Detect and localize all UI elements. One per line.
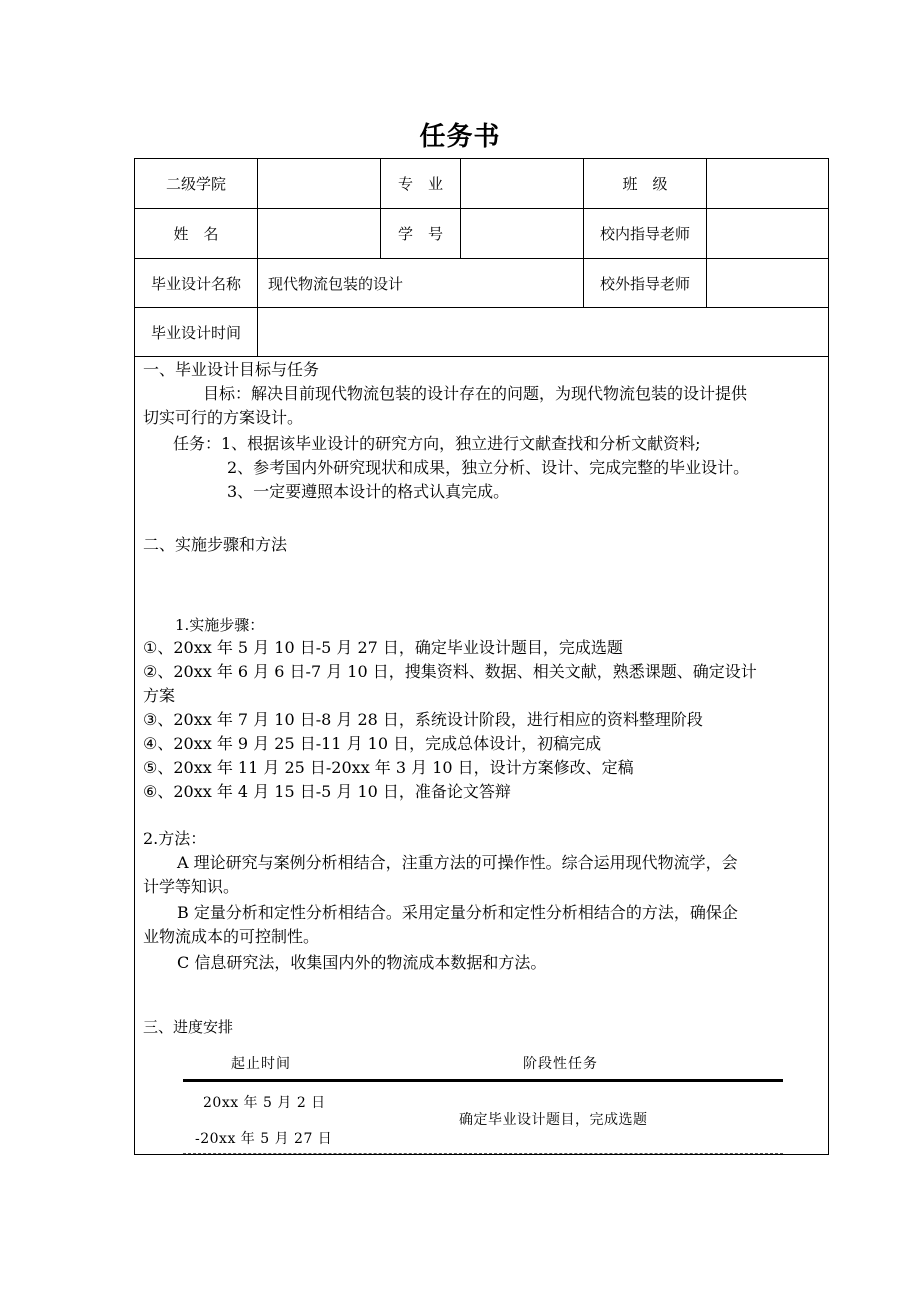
schedule-header-rule [183, 1079, 783, 1082]
section1-heading: 一、毕业设计目标与任务 [143, 360, 320, 379]
document-title: 任务书 [419, 122, 501, 152]
step-item: ⑥、20xx 年 4 月 15 日-5 月 10 日，准备论文答辩 [143, 782, 511, 801]
college-label: 二级学院 [135, 159, 258, 208]
method-b-line-1: B 定量分析和定性分析相结合。采用定量分析和定性分析相结合的方法，确保企 [177, 903, 738, 922]
step-item: 方案 [143, 686, 176, 705]
class-label: 班 级 [584, 159, 707, 208]
info-row-3 [135, 259, 828, 308]
internal-advisor-value[interactable] [707, 209, 828, 258]
section2-heading: 二、实施步骤和方法 [143, 535, 288, 554]
schedule-row-task: 确定毕业设计题目，完成选题 [459, 1112, 648, 1128]
task-line-1: 任务：1、根据该毕业设计的研究方向，独立进行文献查找和分析文献资料; [173, 434, 701, 453]
task-line-3: 3、一定要遵照本设计的格式认真完成。 [227, 482, 510, 501]
major-label: 专 业 [381, 159, 461, 208]
project-name-value[interactable]: 现代物流包装的设计 [258, 259, 584, 307]
external-advisor-label: 校外指导老师 [584, 259, 707, 307]
info-row-4 [135, 308, 828, 357]
method-c: C 信息研究法，收集国内外的物流成本数据和方法。 [177, 953, 547, 972]
external-advisor-value[interactable] [707, 259, 828, 307]
task-line-2: 2、参考国内外研究现状和成果，独立分析、设计、完成完整的毕业设计。 [227, 458, 750, 477]
major-value[interactable] [461, 159, 584, 208]
section3-heading: 三、进度安排 [143, 1018, 234, 1036]
goal-line-1: 目标：解决目前现代物流包装的设计存在的问题，为现代物流包装的设计提供 [203, 384, 748, 403]
schedule-row-divider [183, 1153, 783, 1154]
time-label: 毕业设计时间 [135, 308, 258, 356]
step-item: ⑤、20xx 年 11 月 25 日-20xx 年 3 月 10 日，设计方案修改、定稿 [143, 758, 634, 777]
college-value[interactable] [258, 159, 381, 208]
info-row-1 [135, 159, 828, 209]
method-b-line-2: 业物流成本的可控制性。 [143, 927, 320, 946]
time-value[interactable] [258, 308, 828, 356]
schedule-row-end: -20xx 年 5 月 27 日 [195, 1131, 333, 1147]
method-a-line-1: A 理论研究与案例分析相结合，注重方法的可操作性。综合运用现代物流学，会 [177, 853, 738, 872]
steps-label: 1.实施步骤： [175, 616, 265, 634]
name-label: 姓 名 [135, 209, 258, 258]
goal-line-2: 切实可行的方案设计。 [143, 408, 304, 427]
schedule-row-start: 20xx 年 5 月 2 日 [203, 1095, 326, 1111]
methods-label: 2.方法： [143, 829, 207, 848]
name-value[interactable] [258, 209, 381, 258]
student-id-value[interactable] [461, 209, 584, 258]
internal-advisor-label: 校内指导老师 [584, 209, 707, 258]
step-item: ④、20xx 年 9 月 25 日-11 月 10 日，完成总体设计，初稿完成 [143, 734, 602, 753]
schedule-col-task: 阶段性任务 [523, 1056, 598, 1072]
info-row-2 [135, 209, 828, 259]
task-form [134, 158, 829, 1155]
schedule-col-time: 起止时间 [231, 1056, 291, 1072]
project-name-label: 毕业设计名称 [135, 259, 258, 307]
method-a-line-2: 计学等知识。 [143, 877, 240, 896]
class-value[interactable] [707, 159, 828, 208]
step-item: ①、20xx 年 5 月 10 日-5 月 27 日，确定毕业设计题目，完成选题 [143, 638, 623, 657]
step-item: ③、20xx 年 7 月 10 日-8 月 28 日，系统设计阶段，进行相应的资料整理阶段 [143, 710, 703, 729]
student-id-label: 学 号 [381, 209, 461, 258]
step-item: ②、20xx 年 6 月 6 日-7 月 10 日，搜集资料、数据、相关文献，熟悉课题、确定设计 [143, 662, 757, 681]
